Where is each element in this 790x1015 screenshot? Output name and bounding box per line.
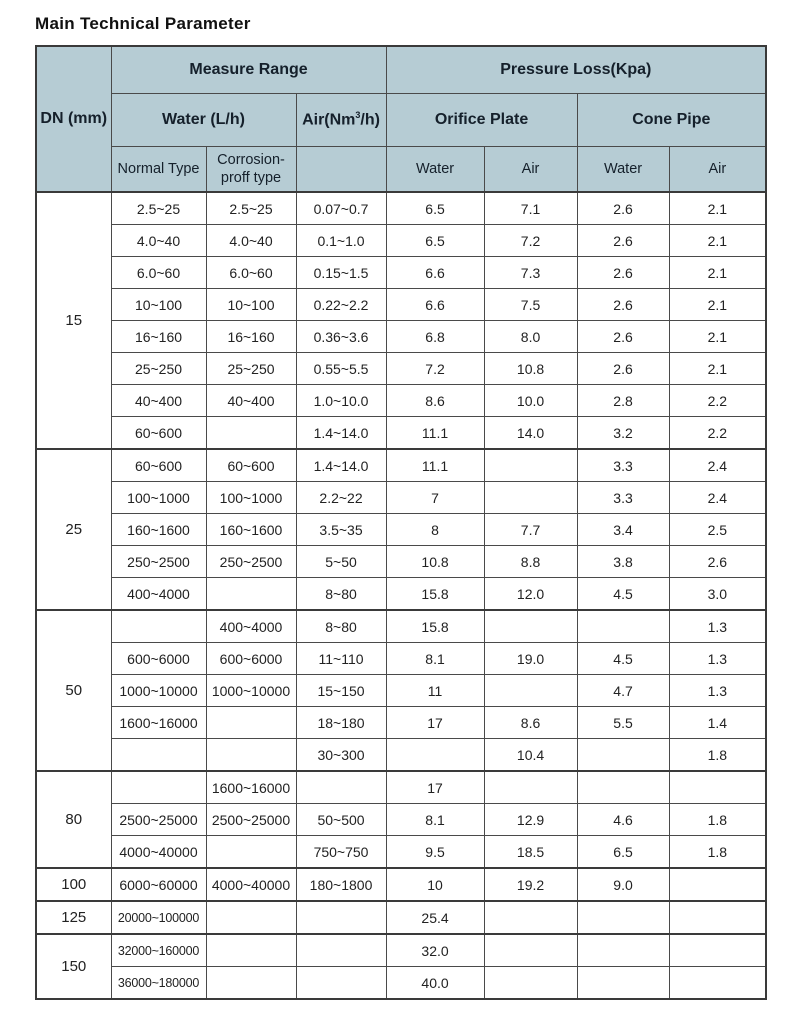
- table-row: [36, 514, 766, 546]
- data-cell: 16~160: [111, 321, 206, 353]
- data-cell: 2.1: [669, 192, 766, 225]
- data-cell: 1000~10000: [111, 675, 206, 707]
- data-cell: 2.5~25: [206, 192, 296, 225]
- data-cell: [669, 934, 766, 967]
- data-cell: 4.0~40: [206, 225, 296, 257]
- air-header-superscript: 3: [355, 110, 361, 121]
- data-cell: 0.22~2.2: [296, 289, 386, 321]
- data-cell: 25.4: [386, 901, 484, 934]
- data-cell: 30~300: [296, 739, 386, 772]
- parameters-table: [35, 45, 767, 1000]
- dn-value: 150: [36, 934, 111, 999]
- dn-value: 100: [36, 868, 111, 901]
- data-cell: [484, 449, 577, 482]
- data-cell: 1600~16000: [206, 771, 296, 804]
- data-cell: 5.5: [577, 707, 669, 739]
- corrosion-type-header: Corrosion-proff type: [206, 147, 296, 193]
- table-row: [36, 804, 766, 836]
- data-cell: 2.1: [669, 321, 766, 353]
- data-cell: 8.6: [484, 707, 577, 739]
- data-cell: 7.3: [484, 257, 577, 289]
- data-cell: 0.15~1.5: [296, 257, 386, 289]
- data-cell: 2.4: [669, 449, 766, 482]
- data-cell: 9.5: [386, 836, 484, 869]
- data-cell: 10.0: [484, 385, 577, 417]
- table-row: [36, 578, 766, 611]
- data-cell: 180~1800: [296, 868, 386, 901]
- data-cell: 600~6000: [111, 643, 206, 675]
- data-cell: [206, 739, 296, 772]
- data-cell: 18.5: [484, 836, 577, 869]
- data-cell: 8.1: [386, 643, 484, 675]
- data-cell: 2.1: [669, 257, 766, 289]
- data-cell: 36000~180000: [111, 967, 206, 1000]
- data-cell: 8~80: [296, 578, 386, 611]
- data-cell: [296, 771, 386, 804]
- data-cell: 1.8: [669, 739, 766, 772]
- data-cell: 3.0: [669, 578, 766, 611]
- data-cell: 25~250: [206, 353, 296, 385]
- data-cell: 4.6: [577, 804, 669, 836]
- table-row: [36, 771, 766, 804]
- data-cell: 3.3: [577, 482, 669, 514]
- dn-value: 15: [36, 192, 111, 449]
- data-cell: [577, 771, 669, 804]
- data-cell: 750~750: [296, 836, 386, 869]
- data-cell: 2.6: [577, 192, 669, 225]
- data-cell: 14.0: [484, 417, 577, 450]
- data-cell: [206, 578, 296, 611]
- orifice-plate-header: Orifice Plate: [386, 94, 577, 147]
- header-row-2: [36, 94, 766, 147]
- table-row: [36, 643, 766, 675]
- data-cell: 4000~40000: [206, 868, 296, 901]
- data-cell: 400~4000: [111, 578, 206, 611]
- data-cell: 2500~25000: [111, 804, 206, 836]
- cone-water-header: Water: [577, 147, 669, 193]
- data-cell: 1.8: [669, 836, 766, 869]
- data-cell: [111, 610, 206, 643]
- data-cell: [386, 739, 484, 772]
- data-cell: 3.4: [577, 514, 669, 546]
- data-cell: 10~100: [111, 289, 206, 321]
- empty-header-cell: [296, 147, 386, 193]
- data-cell: 1600~16000: [111, 707, 206, 739]
- cone-air-header: Air: [669, 147, 766, 193]
- data-cell: 15.8: [386, 578, 484, 611]
- data-cell: 10: [386, 868, 484, 901]
- data-cell: 250~2500: [111, 546, 206, 578]
- data-cell: 40~400: [111, 385, 206, 417]
- data-cell: 1.3: [669, 643, 766, 675]
- data-cell: 2.1: [669, 289, 766, 321]
- data-cell: [484, 967, 577, 1000]
- data-cell: 1.3: [669, 675, 766, 707]
- data-cell: 4.7: [577, 675, 669, 707]
- data-cell: [206, 417, 296, 450]
- data-cell: 8: [386, 514, 484, 546]
- data-cell: 6.6: [386, 289, 484, 321]
- data-cell: 0.07~0.7: [296, 192, 386, 225]
- page-title: Main Technical Parameter: [35, 14, 251, 33]
- data-cell: 8.1: [386, 804, 484, 836]
- dn-value: 125: [36, 901, 111, 934]
- data-cell: 1.4: [669, 707, 766, 739]
- data-cell: 7.2: [386, 353, 484, 385]
- data-cell: 2.6: [577, 353, 669, 385]
- data-cell: 19.2: [484, 868, 577, 901]
- table-row: [36, 417, 766, 450]
- data-cell: [296, 901, 386, 934]
- data-cell: [577, 934, 669, 967]
- data-cell: 60~600: [111, 417, 206, 450]
- data-cell: 10.8: [386, 546, 484, 578]
- data-cell: 4.5: [577, 643, 669, 675]
- air-header-prefix: Air(Nm: [302, 111, 356, 129]
- data-cell: [296, 934, 386, 967]
- data-cell: 18~180: [296, 707, 386, 739]
- measure-range-header: Measure Range: [111, 46, 386, 94]
- air-header-suffix: /h): [360, 111, 380, 129]
- table-row: [36, 868, 766, 901]
- data-cell: 11.1: [386, 449, 484, 482]
- data-cell: 2500~25000: [206, 804, 296, 836]
- table-row: [36, 836, 766, 869]
- data-cell: 15.8: [386, 610, 484, 643]
- dn-value: 80: [36, 771, 111, 868]
- data-cell: [484, 675, 577, 707]
- data-cell: [484, 771, 577, 804]
- data-cell: 160~1600: [111, 514, 206, 546]
- table-row: [36, 449, 766, 482]
- data-cell: 25~250: [111, 353, 206, 385]
- data-cell: 8.0: [484, 321, 577, 353]
- data-cell: 160~1600: [206, 514, 296, 546]
- header-row-1: [36, 46, 766, 94]
- cone-pipe-header: Cone Pipe: [577, 94, 766, 147]
- data-cell: 6.6: [386, 257, 484, 289]
- data-cell: [484, 482, 577, 514]
- data-cell: 40.0: [386, 967, 484, 1000]
- data-cell: [206, 707, 296, 739]
- data-cell: 8~80: [296, 610, 386, 643]
- data-cell: [577, 967, 669, 1000]
- data-cell: 4.0~40: [111, 225, 206, 257]
- data-cell: 1.4~14.0: [296, 417, 386, 450]
- table-row: [36, 225, 766, 257]
- data-cell: [206, 934, 296, 967]
- data-cell: 60~600: [206, 449, 296, 482]
- table-row: [36, 257, 766, 289]
- table-header: [36, 46, 766, 192]
- table-row: [36, 610, 766, 643]
- data-cell: 3.3: [577, 449, 669, 482]
- data-cell: 1.0~10.0: [296, 385, 386, 417]
- table-row: [36, 482, 766, 514]
- table-row: [36, 739, 766, 772]
- data-cell: [669, 901, 766, 934]
- data-cell: [577, 901, 669, 934]
- data-cell: 11.1: [386, 417, 484, 450]
- data-cell: 6.5: [577, 836, 669, 869]
- table-row: [36, 967, 766, 1000]
- data-cell: 2.1: [669, 353, 766, 385]
- data-cell: 60~600: [111, 449, 206, 482]
- data-cell: 6.8: [386, 321, 484, 353]
- air-nm3h-header: [296, 94, 386, 147]
- data-cell: 50~500: [296, 804, 386, 836]
- data-cell: 2.6: [577, 321, 669, 353]
- data-cell: 7.7: [484, 514, 577, 546]
- data-cell: 1.4~14.0: [296, 449, 386, 482]
- data-cell: 5~50: [296, 546, 386, 578]
- data-cell: [669, 868, 766, 901]
- data-cell: 3.8: [577, 546, 669, 578]
- table-row: [36, 707, 766, 739]
- data-cell: 600~6000: [206, 643, 296, 675]
- data-cell: [206, 967, 296, 1000]
- data-cell: 16~160: [206, 321, 296, 353]
- data-cell: 1000~10000: [206, 675, 296, 707]
- table-row: [36, 289, 766, 321]
- data-cell: 7: [386, 482, 484, 514]
- table-row: [36, 901, 766, 934]
- orifice-water-header: Water: [386, 147, 484, 193]
- data-cell: 0.55~5.5: [296, 353, 386, 385]
- data-cell: 3.5~35: [296, 514, 386, 546]
- data-cell: 32000~160000: [111, 934, 206, 967]
- data-cell: [577, 739, 669, 772]
- table-body: [36, 192, 766, 999]
- data-cell: [206, 901, 296, 934]
- data-cell: 2.2: [669, 417, 766, 450]
- data-cell: 1.3: [669, 610, 766, 643]
- data-cell: 100~1000: [206, 482, 296, 514]
- data-cell: 8.6: [386, 385, 484, 417]
- data-cell: 6.5: [386, 192, 484, 225]
- dn-value: 25: [36, 449, 111, 610]
- data-cell: 12.9: [484, 804, 577, 836]
- pressure-loss-header: Pressure Loss(Kpa): [386, 46, 766, 94]
- data-cell: 2.5~25: [111, 192, 206, 225]
- data-cell: 11~110: [296, 643, 386, 675]
- data-cell: 6.5: [386, 225, 484, 257]
- header-row-3: [36, 147, 766, 193]
- data-cell: 6.0~60: [111, 257, 206, 289]
- water-lh-header: Water (L/h): [111, 94, 296, 147]
- data-cell: 4.5: [577, 578, 669, 611]
- data-cell: [484, 934, 577, 967]
- data-cell: 15~150: [296, 675, 386, 707]
- data-cell: [669, 967, 766, 1000]
- data-cell: 7.2: [484, 225, 577, 257]
- data-cell: 2.6: [669, 546, 766, 578]
- data-cell: 250~2500: [206, 546, 296, 578]
- data-cell: [669, 771, 766, 804]
- data-cell: 7.5: [484, 289, 577, 321]
- data-cell: 2.4: [669, 482, 766, 514]
- data-cell: 2.8: [577, 385, 669, 417]
- data-cell: [206, 836, 296, 869]
- data-cell: 7.1: [484, 192, 577, 225]
- data-cell: 8.8: [484, 546, 577, 578]
- table-row: [36, 321, 766, 353]
- data-cell: 2.5: [669, 514, 766, 546]
- data-cell: 2.2~22: [296, 482, 386, 514]
- data-cell: 6000~60000: [111, 868, 206, 901]
- table-row: [36, 385, 766, 417]
- data-cell: 2.6: [577, 257, 669, 289]
- data-cell: 17: [386, 707, 484, 739]
- data-cell: 400~4000: [206, 610, 296, 643]
- data-cell: 0.36~3.6: [296, 321, 386, 353]
- data-cell: 11: [386, 675, 484, 707]
- data-cell: 4000~40000: [111, 836, 206, 869]
- data-cell: [296, 967, 386, 1000]
- data-cell: 10.4: [484, 739, 577, 772]
- data-cell: 100~1000: [111, 482, 206, 514]
- normal-type-header: Normal Type: [111, 147, 206, 193]
- data-cell: 12.0: [484, 578, 577, 611]
- table-row: [36, 353, 766, 385]
- data-cell: 0.1~1.0: [296, 225, 386, 257]
- data-cell: [484, 901, 577, 934]
- table-row: [36, 192, 766, 225]
- data-cell: 40~400: [206, 385, 296, 417]
- table-row: [36, 934, 766, 967]
- data-cell: 20000~100000: [111, 901, 206, 934]
- data-cell: 2.2: [669, 385, 766, 417]
- data-cell: 1.8: [669, 804, 766, 836]
- table-row: [36, 546, 766, 578]
- data-cell: 9.0: [577, 868, 669, 901]
- data-cell: [111, 771, 206, 804]
- data-cell: 10~100: [206, 289, 296, 321]
- data-cell: 10.8: [484, 353, 577, 385]
- data-cell: 6.0~60: [206, 257, 296, 289]
- data-cell: 2.6: [577, 225, 669, 257]
- dn-value: 50: [36, 610, 111, 771]
- data-cell: 3.2: [577, 417, 669, 450]
- data-cell: [484, 610, 577, 643]
- data-cell: 2.6: [577, 289, 669, 321]
- data-cell: 2.1: [669, 225, 766, 257]
- orifice-air-header: Air: [484, 147, 577, 193]
- data-cell: 32.0: [386, 934, 484, 967]
- data-cell: [111, 739, 206, 772]
- data-cell: [577, 610, 669, 643]
- table-row: [36, 675, 766, 707]
- data-cell: 17: [386, 771, 484, 804]
- data-cell: 19.0: [484, 643, 577, 675]
- dn-column-header: DN (mm): [36, 46, 111, 192]
